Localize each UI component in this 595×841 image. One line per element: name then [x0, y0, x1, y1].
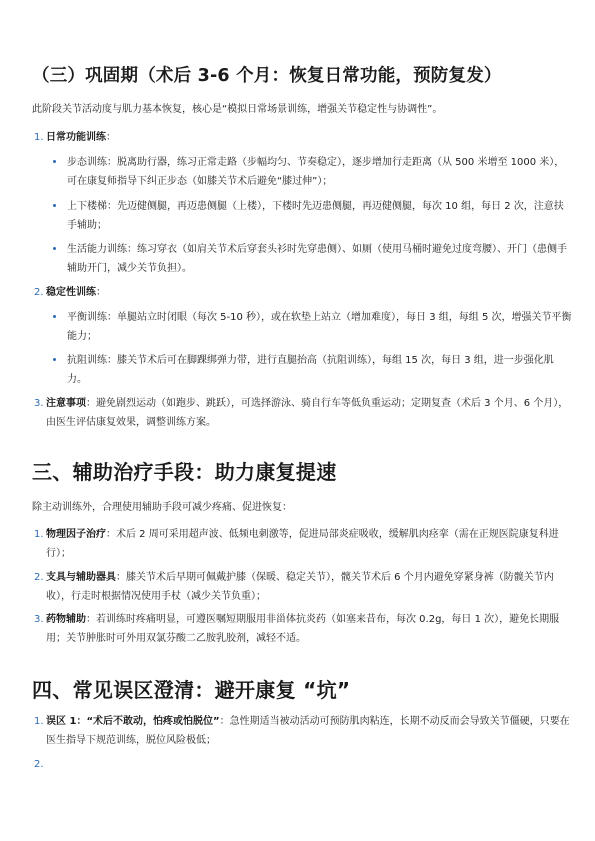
bullet-dot-icon — [53, 160, 56, 163]
section-intro: 除主动训练外，合理使用辅助手段可减少疼痛、促进恢复： — [32, 502, 292, 513]
item-label: 误区 1：“术后不敢动，怕疼或怕脱位” — [46, 716, 220, 727]
list-item-text — [46, 568, 576, 606]
list-item-text — [46, 394, 576, 432]
item-label: 注意事项 — [46, 398, 86, 409]
bullet-text: 生活能力训练：练习穿衣（如肩关节术后穿套头衫时先穿患侧）、如厕（使用马桶时避免过度弯腰）、开门（患侧手辅助开门，减少关节负担）。 — [67, 244, 567, 274]
item-label: 药物辅助 — [46, 614, 86, 625]
item-colon: ： — [116, 572, 126, 583]
list-number: 1. — [34, 716, 44, 727]
section-intro: 此阶段关节活动度与肌力基本恢复，核心是“模拟日常场景训练，增强关节稳定性与协调性”。 — [32, 104, 443, 115]
list-number: 1. — [34, 529, 44, 540]
item-body: 若训练时疼痛明显，可遵医嘱短期服用非甾体抗炎药（如塞来昔布，每次 0.2g，每日 1 次），避免长期服用；关节肿胀时可外用双氯芬酸二乙胺乳胶剂，减轻不适。 — [46, 614, 560, 644]
heading-auxiliary-treatment: 三、辅助治疗手段：助力康复提速 — [32, 460, 337, 484]
list-item-text — [46, 712, 576, 750]
bullet-dot-icon — [53, 247, 56, 250]
item-colon: ： — [106, 529, 116, 540]
bullet-dot-icon — [53, 315, 56, 318]
item-label: 物理因子治疗 — [46, 529, 106, 540]
list-number: 1. — [34, 132, 44, 143]
list-number: 2. — [34, 572, 44, 583]
list-number: 3. — [34, 614, 44, 625]
list-item-text — [46, 283, 576, 302]
section-title-consolidation: （三）巩固期（术后 3-6 个月：恢复日常功能，预防复发） — [32, 66, 502, 86]
item-body: 避免剧烈运动（如跑步、跳跃），可选择游泳、骑自行车等低负重运动；定期复查（术后 3 个月、6 个月），由医生评估康复效果，调整训练方案。 — [46, 398, 569, 428]
item-body: 术后 2 周可采用超声波、低频电刺激等，促进局部炎症吸收，缓解肌肉痉挛（需在正规医院康复科进行）； — [46, 529, 559, 559]
bullet-text: 上下楼梯：先迈健侧腿，再迈患侧腿（上楼），下楼时先迈患侧腿，再迈健侧腿，每次 10 组，每日 2 次，注意扶手辅助； — [67, 201, 564, 231]
bullet-text: 平衡训练：单腿站立时闭眼（每次 5-10 秒），或在软垫上站立（增加难度），每日 3 组，每组 5 次，增强关节平衡能力； — [67, 312, 572, 342]
bullet-text: 抗阻训练：膝关节术后可在脚踝绑弹力带，进行直腿抬高（抗阻训练），每组 15 次，每日 3 组，进一步强化肌力。 — [67, 355, 554, 385]
bullet-dot-icon — [53, 204, 56, 207]
list-item-text — [46, 525, 576, 563]
item-label: 日常功能训练 — [46, 132, 106, 143]
list-number: 2. — [34, 759, 44, 770]
heading-misconceptions: 四、常见误区澄清：避开康复 “坑” — [32, 678, 351, 702]
item-colon: ： — [86, 614, 96, 625]
item-label: 支具与辅助器具 — [46, 572, 116, 583]
list-item-text — [46, 610, 576, 648]
item-label: 稳定性训练 — [46, 287, 96, 298]
item-body: 膝关节术后早期可佩戴护膝（保暖、稳定关节），髋关节术后 6 个月内避免穿紧身裤（防髋关节内收），行走时根据情况使用手杖（减少关节负重）； — [46, 572, 554, 602]
item-colon: ： — [106, 132, 116, 143]
item-colon: ： — [219, 716, 230, 727]
list-number: 2. — [34, 287, 44, 298]
item-colon: ： — [96, 287, 106, 298]
item-body: 急性期适当被动活动可预防肌肉粘连，长期不动反而会导致关节僵硬，只要在医生指导下规范训练，脱位风险极低； — [46, 716, 570, 746]
item-colon: ： — [86, 398, 96, 409]
bullet-text: 步态训练：脱离助行器，练习正常走路（步幅均匀、节奏稳定），逐步增加行走距离（从 500 米增至 1000 米），可在康复师指导下纠正步态（如膝关节术后避免“膝过伸”）； — [67, 157, 565, 187]
list-number: 3. — [34, 398, 44, 409]
list-item-text — [46, 128, 576, 147]
bullet-dot-icon — [53, 358, 56, 361]
